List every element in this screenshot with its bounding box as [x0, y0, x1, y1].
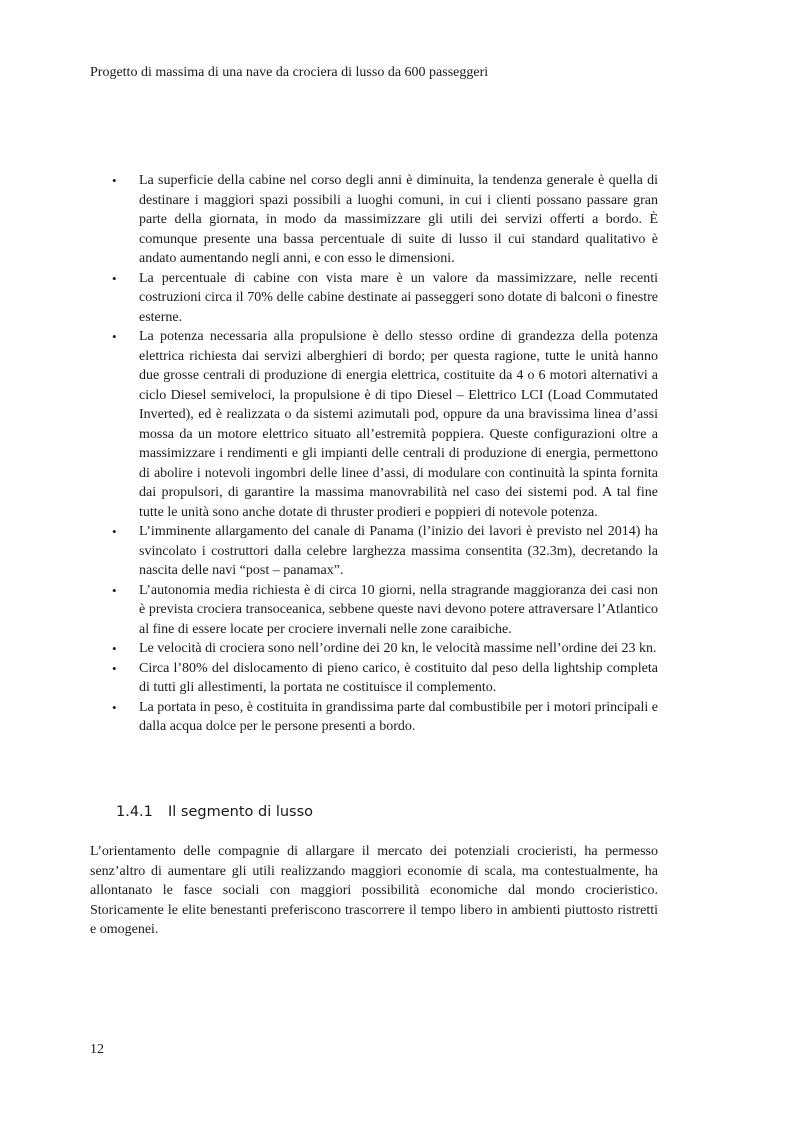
list-item	[112, 269, 658, 328]
section-heading	[116, 802, 313, 822]
bullet-text: L’imminente allargamento del canale di Panama (l’inizio dei lavori è previsto nel 2014) ha svincolato i costruttori dalla celebre larghezza massima consentita (32.3m), decretando la nascita delle navi “post – panamax”.	[139, 524, 658, 578]
page-number: 12	[90, 1042, 104, 1057]
body-paragraph: L’orientamento delle compagnie di allargare il mercato dei potenziali crocieristi, ha permesso senz’altro di aumentare gli utili realizzando maggiori economie di scala, ma contestualmente, ha allontanato le fasce sociali con maggiori possibilità economiche dal mondo crocieristico. Storicamente le elite benestanti preferiscono trascorrere il tempo libero in ambienti piuttosto ristretti e omogenei.	[90, 844, 658, 937]
bullet-icon: •	[112, 660, 117, 676]
bullet-list	[112, 171, 658, 737]
bullet-icon: •	[112, 641, 117, 656]
section-number: 1.4.1	[116, 804, 153, 820]
section-title: Il segmento di lusso	[168, 804, 314, 820]
bullet-icon: •	[112, 329, 117, 344]
bullet-text: La percentuale di cabine con vista mare è un valore da massimizzare, nelle recenti costruzioni circa il 70% delle cabine destinate ai passeggeri sono dotate di balconi o finestre esterne.	[139, 270, 658, 325]
list-item	[112, 327, 658, 522]
bullet-text: La superficie della cabine nel corso degli anni è diminuita, la tendenza generale è quella di destinare i maggiori spazi possibili a luoghi comuni, in cui i clienti possano passare gran parte della giornata, in modo da massimizzare gli utili dei servizi offerti a bordo. È comunque presente una bassa percentuale di suite di lusso il cui standard qualitativo è andato aumentando negli anni, e con esso le dimensioni.	[139, 173, 658, 266]
bullet-icon: •	[112, 270, 117, 286]
list-item	[112, 639, 658, 659]
list-item	[112, 171, 658, 269]
bullet-icon: •	[112, 582, 117, 598]
bullet-text: L’autonomia media richiesta è di circa 10 giorni, nella stragrande maggioranza dei casi non è prevista crociera transoceanica, sebbene queste navi devono potere attraversare l’Atlantico al fine di essere locate per crociere invernali nelle zone caraibiche.	[139, 582, 658, 637]
bullet-text: La potenza necessaria alla propulsione è dello stesso ordine di grandezza della potenza elettrica richiesta dai servizi alberghieri di bordo; per questa ragione, tutte le unità hanno due grosse centrali di produzione di energia elettrica, costituite da 4 o 6 motori alternativi a ciclo Diesel semiveloci, la propulsione è di tipo Diesel – Elettrico LCI (Load Commutated Inverted), ed è realizzata o da sistemi azimutali pod, oppure da una bravissima linea d’assi mossa da un motore elettrico situato all’estremità poppiera. Queste configurazioni oltre a massimizzare i rendimenti e gli impianti delle centrali di produzione di energia, permettono di abolire i notevoli ingombri delle linee d’assi, di modulare con continuità la spinta fornita dai propulsori, di garantire la massima manovrabilità nel caso dei sistemi pod. A tal fine tutte le unità sono anche dotate di thruster prodieri e poppieri di notevole potenza.	[139, 329, 658, 520]
bullet-icon: •	[112, 524, 117, 539]
bullet-icon: •	[112, 173, 117, 188]
bullet-text: Le velocità di crociera sono nell’ordine dei 20 kn, le velocità massime nell’ordine dei 23 kn.	[139, 641, 657, 656]
bullet-text: Circa l’80% del dislocamento di pieno carico, è costituito dal peso della lightship completa di tutti gli allestimenti, la portata ne costituisce il complemento.	[139, 660, 658, 695]
list-item	[112, 698, 658, 737]
list-item	[112, 581, 658, 640]
list-item	[112, 659, 658, 698]
running-header: Progetto di massima di una nave da crociera di lusso da 600 passeggeri	[90, 65, 489, 80]
list-item	[112, 522, 658, 581]
bullet-text: La portata in peso, è costituita in grandissima parte dal combustibile per i motori principali e dalla acqua dolce per le persone presenti a bordo.	[139, 699, 658, 734]
bullet-icon: •	[112, 699, 117, 715]
